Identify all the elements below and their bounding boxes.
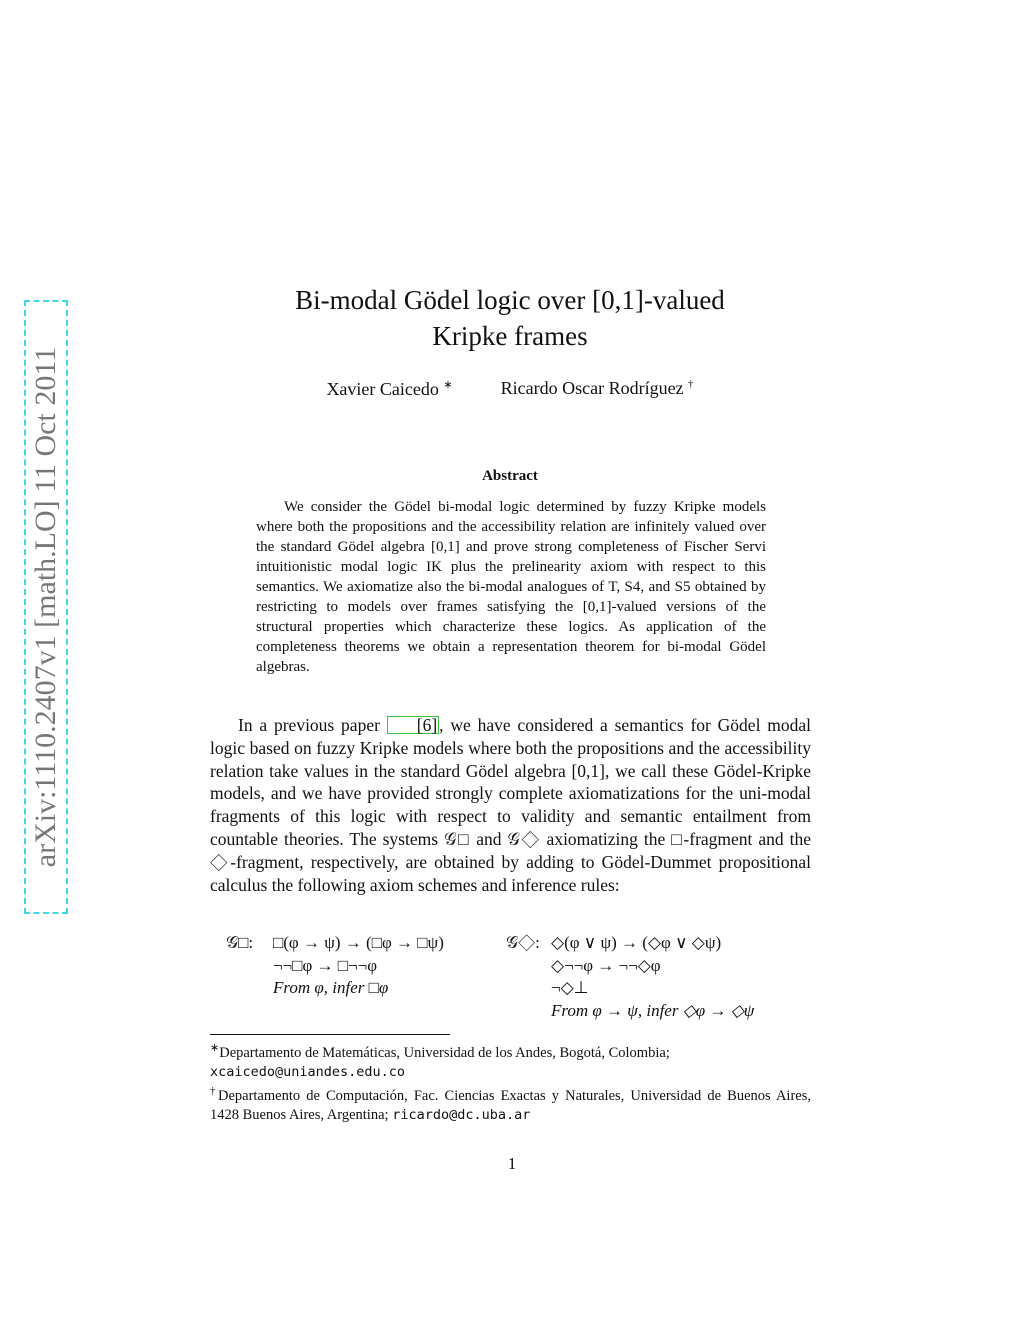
title-line-1: Bi-modal Gödel logic over [0,1]-valued — [295, 285, 725, 315]
footnote-2-mark: † — [210, 1084, 218, 1097]
intro-part-1: In a previous paper — [238, 715, 387, 735]
footnote-2-text: Departamento de Computación, Fac. Ciencias Exactas y Naturales, Universidad de Buenos Aires, 1428 Buenos Aires, Argentina; — [210, 1087, 811, 1123]
axiom-diamond-line-2: ◇¬¬φ → ¬¬◇φ — [551, 955, 661, 975]
title-line-2: Kripke frames — [432, 321, 588, 351]
footnote-1-mark: ∗ — [210, 1042, 220, 1054]
author-1-name: Xavier Caicedo — [326, 379, 439, 399]
author-list — [210, 378, 810, 400]
abstract-text: We consider the Gödel bi-modal logic determined by fuzzy Kripke models where both the propositions and the accessibility relation are infinitely valued over the standard Gödel algebra [0,1] and prove strong completeness of Fischer Servi intuitionistic modal logic IK plus the prelinearity axiom with respect to this semantics. We axiomatize also the bi-modal analogues of T, S4, and S5 obtained by restricting to models over frames satisfying the [0,1]-valued versions of the structural properties which characterize these logics. As application of the completeness theorems we obtain a representation theorem for bi-modal Gödel algebras. — [256, 499, 766, 675]
citation-link[interactable]: [6] — [387, 716, 439, 734]
footnotes — [210, 1039, 811, 1125]
footnote-2-email[interactable]: ricardo@dc.uba.ar — [392, 1106, 531, 1123]
axiom-box-line-3: From φ, infer □φ — [273, 978, 389, 997]
author-2-mark: † — [688, 378, 694, 390]
axiom-diamond-line-1: ◇(φ ∨ ψ) → (◇φ ∨ ◇ψ) — [551, 933, 722, 952]
page-number: 1 — [507, 1154, 517, 1173]
arxiv-stamp — [24, 300, 68, 914]
axiom-diamond-line-4: From φ → ψ, infer ◇φ → ◇ψ — [551, 1000, 755, 1020]
axioms-box-lines — [273, 932, 444, 1000]
intro-part-2: , we have considered a semantics for Gödel modal logic based on fuzzy Kripke models where both the propositions and the accessibility relation take values in the standard Gödel algebra [0,1], we call these Gödel-Kripke models, and we have provided strongly complete axiomatizations for the uni-modal fragments of this logic with respect to validity and semantic entailment from countable theories. The systems 𝒢□ and 𝒢◇ axiomatizing the □-fragment and the ◇-fragment, respectively, are obtained by adding to Gödel-Dummet propositional calculus the following axiom schemes and inference rules: — [210, 715, 811, 895]
axioms-diamond-lines — [551, 932, 754, 1022]
abstract-heading: Abstract — [482, 468, 538, 484]
arxiv-stamp-text: arXiv:1110.2407v1 [math.LO] 11 Oct 2011 — [29, 346, 62, 868]
axioms-diamond-label: 𝒢◇: — [506, 933, 540, 952]
author-2-name: Ricardo Oscar Rodríguez — [500, 378, 684, 398]
author-1-mark: ∗ — [443, 379, 453, 391]
footnote-1-text: Departamento de Matemáticas, Universidad de los Andes, Bogotá, Colombia; — [219, 1044, 670, 1061]
axioms-box-label: 𝒢□: — [226, 933, 254, 952]
intro-paragraph — [210, 714, 811, 896]
author-2 — [501, 378, 694, 400]
footnote-rule — [210, 1034, 450, 1035]
paper-title — [210, 282, 810, 354]
footnote-1-email[interactable]: xcaicedo@uniandes.edu.co — [210, 1063, 406, 1080]
axiom-box-line-1: □(φ → ψ) → (□φ → □ψ) — [273, 933, 444, 952]
footnote-2 — [210, 1082, 811, 1125]
author-1 — [326, 378, 452, 400]
footnote-1 — [210, 1039, 811, 1082]
axiom-box-line-2: ¬¬□φ → □¬¬φ — [273, 955, 378, 975]
axiom-diamond-line-3: ¬◇⊥ — [551, 978, 589, 997]
